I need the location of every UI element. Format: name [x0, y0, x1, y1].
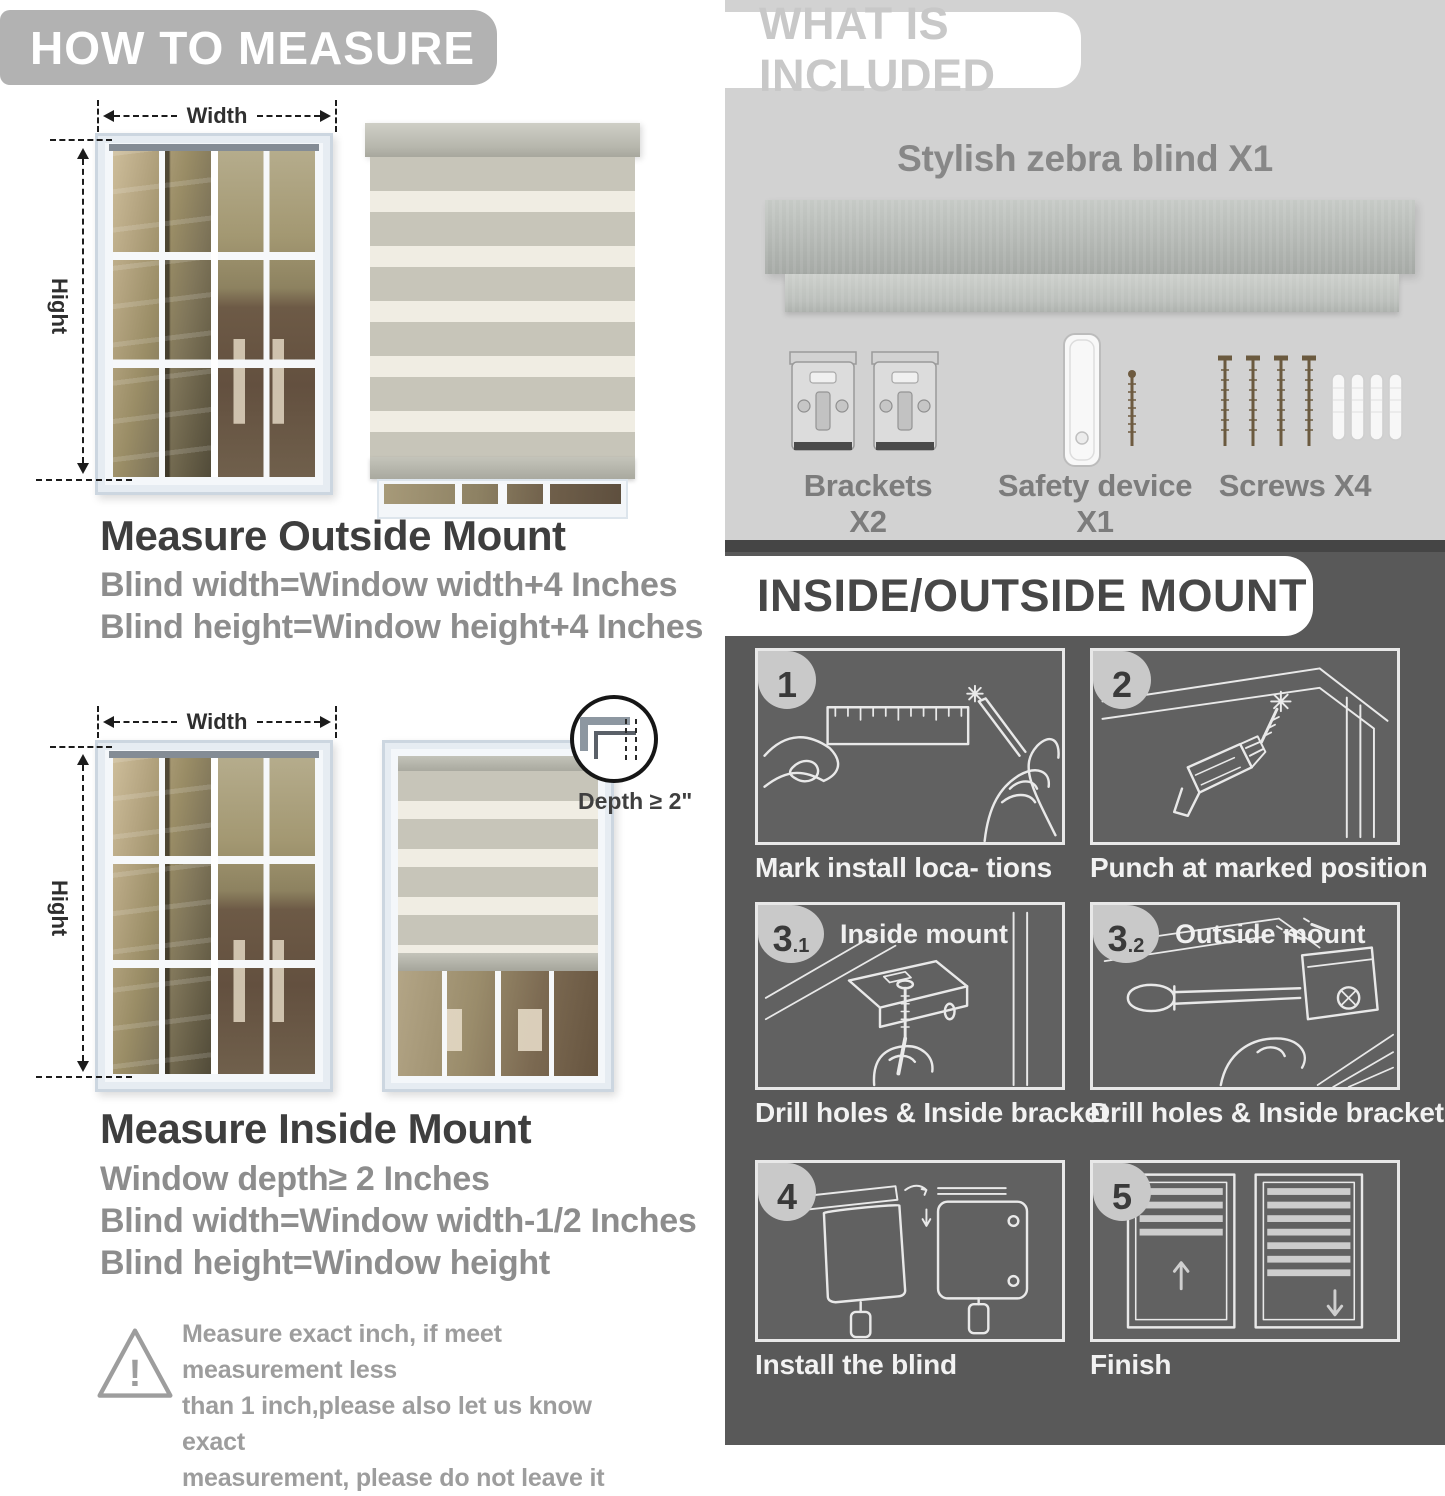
inside-mount-line3: Blind height=Window height — [100, 1244, 550, 1282]
screws-label: Screws X4 — [1218, 468, 1372, 503]
blind-cassette — [365, 123, 640, 157]
warning-text — [182, 1316, 652, 1496]
height-label-inside: Hight — [47, 880, 72, 937]
width-arrow-inside — [97, 709, 337, 734]
how-to-measure-header — [0, 10, 497, 85]
arrowhead-up-icon — [77, 142, 89, 159]
step-number-badge — [758, 1163, 816, 1221]
brackets-illustration — [788, 350, 940, 462]
dashed-line — [82, 159, 84, 463]
step-3-1-title: Inside mount — [840, 919, 1008, 949]
step-subnumber: .1 — [792, 935, 810, 957]
window-photo-below-blind — [398, 971, 598, 1076]
step-3-2-title: Outside mount — [1175, 919, 1366, 949]
arrowhead-up-icon — [77, 748, 89, 765]
zebra-blind-outside-figure — [365, 123, 640, 519]
window-frame — [105, 750, 323, 1082]
section-divider — [725, 540, 1445, 552]
blind-bottom-rail — [370, 457, 635, 479]
step-number: 2 — [1111, 664, 1133, 705]
blind-stripes — [370, 157, 635, 457]
how-to-measure-title: HOW TO MEASURE — [30, 21, 476, 74]
dashed-line — [82, 765, 84, 1061]
step-4-panel — [755, 1160, 1065, 1342]
window-panes — [113, 758, 315, 1074]
arrowhead-left-icon — [97, 716, 114, 728]
product-label: Stylish zebra blind X1 — [897, 138, 1273, 179]
arrowhead-left-icon — [97, 110, 114, 122]
step-number: 3 — [1107, 918, 1128, 959]
window-pane-left — [113, 151, 211, 477]
depth-callout-circle — [568, 693, 660, 785]
warning-line2: than 1 inch,please also let us know exact — [182, 1392, 592, 1456]
dashed-line — [114, 721, 177, 723]
tick-right — [335, 100, 337, 132]
outside-mount-line1: Blind width=Window width+4 Inches — [100, 566, 678, 604]
safety-device-illustration — [1048, 332, 1154, 474]
height-tick-top — [50, 139, 112, 141]
dashed-line — [257, 721, 320, 723]
window-illustration-inside — [95, 740, 333, 1092]
step-number-badge — [1093, 905, 1159, 963]
step-4-caption: Install the blind — [755, 1349, 957, 1380]
step-3-1-panel — [755, 902, 1065, 1090]
step-number: 4 — [776, 1176, 798, 1217]
step-number-badge — [758, 651, 816, 709]
window-head-gap — [109, 144, 319, 151]
step-3-2-caption: Drill holes & Inside bracket — [1090, 1097, 1444, 1128]
screws-illustration — [1212, 348, 1404, 460]
arrowhead-down-icon — [77, 1061, 89, 1078]
blind-bottom-rail — [398, 953, 598, 971]
window-frame — [105, 143, 323, 485]
outside-mount-line2: Blind height=Window height+4 Inches — [100, 608, 704, 646]
height-label-outside: Hight — [47, 278, 72, 335]
window-panes — [113, 151, 315, 477]
step-5-panel — [1090, 1160, 1400, 1342]
warning-mark: ! — [128, 1352, 142, 1396]
inside-mount-title: Measure Inside Mount — [100, 1105, 532, 1152]
step-1-panel — [755, 648, 1065, 845]
warning-line3: measurement, please do not leave it — [182, 1464, 605, 1492]
step-2-caption: Punch at marked position — [1090, 852, 1428, 883]
what-is-included-title: WHAT IS INCLUDED — [759, 0, 996, 101]
arrowhead-down-icon — [77, 463, 89, 480]
step-number: 1 — [776, 664, 798, 705]
height-arrow-inside — [76, 748, 90, 1078]
packed-blind-cassette — [765, 200, 1415, 274]
width-label: Width — [186, 103, 248, 128]
height-arrow-outside — [76, 142, 90, 480]
inside-mount-line1: Window depth≥ 2 Inches — [100, 1160, 490, 1198]
step-3-1-caption: Drill holes & Inside bracket — [755, 1097, 1109, 1128]
step-2-panel — [1090, 648, 1400, 845]
step-1-caption: Mark install loca- tions — [755, 852, 1053, 883]
step-number: 3 — [772, 918, 793, 959]
warning-triangle-icon — [92, 1322, 178, 1408]
outside-mount-title: Measure Outside Mount — [100, 512, 566, 559]
window-sliver-photo — [384, 484, 621, 504]
brackets-label: Brackets X2 — [803, 468, 933, 539]
safety-device-label: Safety device X1 — [997, 468, 1193, 539]
window-pane-left — [113, 758, 211, 1074]
window-head-gap — [109, 751, 319, 758]
dashed-line — [257, 115, 320, 117]
step-5-caption: Finish — [1090, 1349, 1172, 1380]
inside-mount-line2: Blind width=Window width-1/2 Inches — [100, 1202, 697, 1240]
step-3-2-panel — [1090, 902, 1400, 1090]
tick-left — [97, 100, 99, 132]
width-label: Width — [186, 709, 248, 734]
window-pane-right — [218, 758, 316, 1074]
step-number-badge — [758, 905, 824, 963]
dashed-line — [114, 115, 177, 117]
tick-right — [335, 706, 337, 738]
packed-blind-lip — [785, 274, 1399, 312]
window-pane-right — [218, 151, 316, 477]
step-number: 5 — [1111, 1176, 1133, 1217]
depth-label: Depth ≥ 2" — [578, 788, 693, 814]
window-frame — [391, 749, 605, 1083]
inside-outside-mount-title: INSIDE/OUTSIDE MOUNT — [757, 570, 1308, 621]
warning-line1: Measure exact inch, if meet measurement less — [182, 1320, 502, 1384]
step-number-badge — [1093, 651, 1151, 709]
window-illustration-outside — [95, 133, 333, 495]
tick-left — [97, 706, 99, 738]
step-subnumber: .2 — [1127, 935, 1145, 957]
inside-outside-mount-header — [725, 556, 1313, 636]
blind-stripes — [398, 771, 598, 953]
what-is-included-header — [725, 0, 1081, 101]
step-number-badge — [1093, 1163, 1151, 1221]
width-arrow-outside — [97, 103, 337, 128]
